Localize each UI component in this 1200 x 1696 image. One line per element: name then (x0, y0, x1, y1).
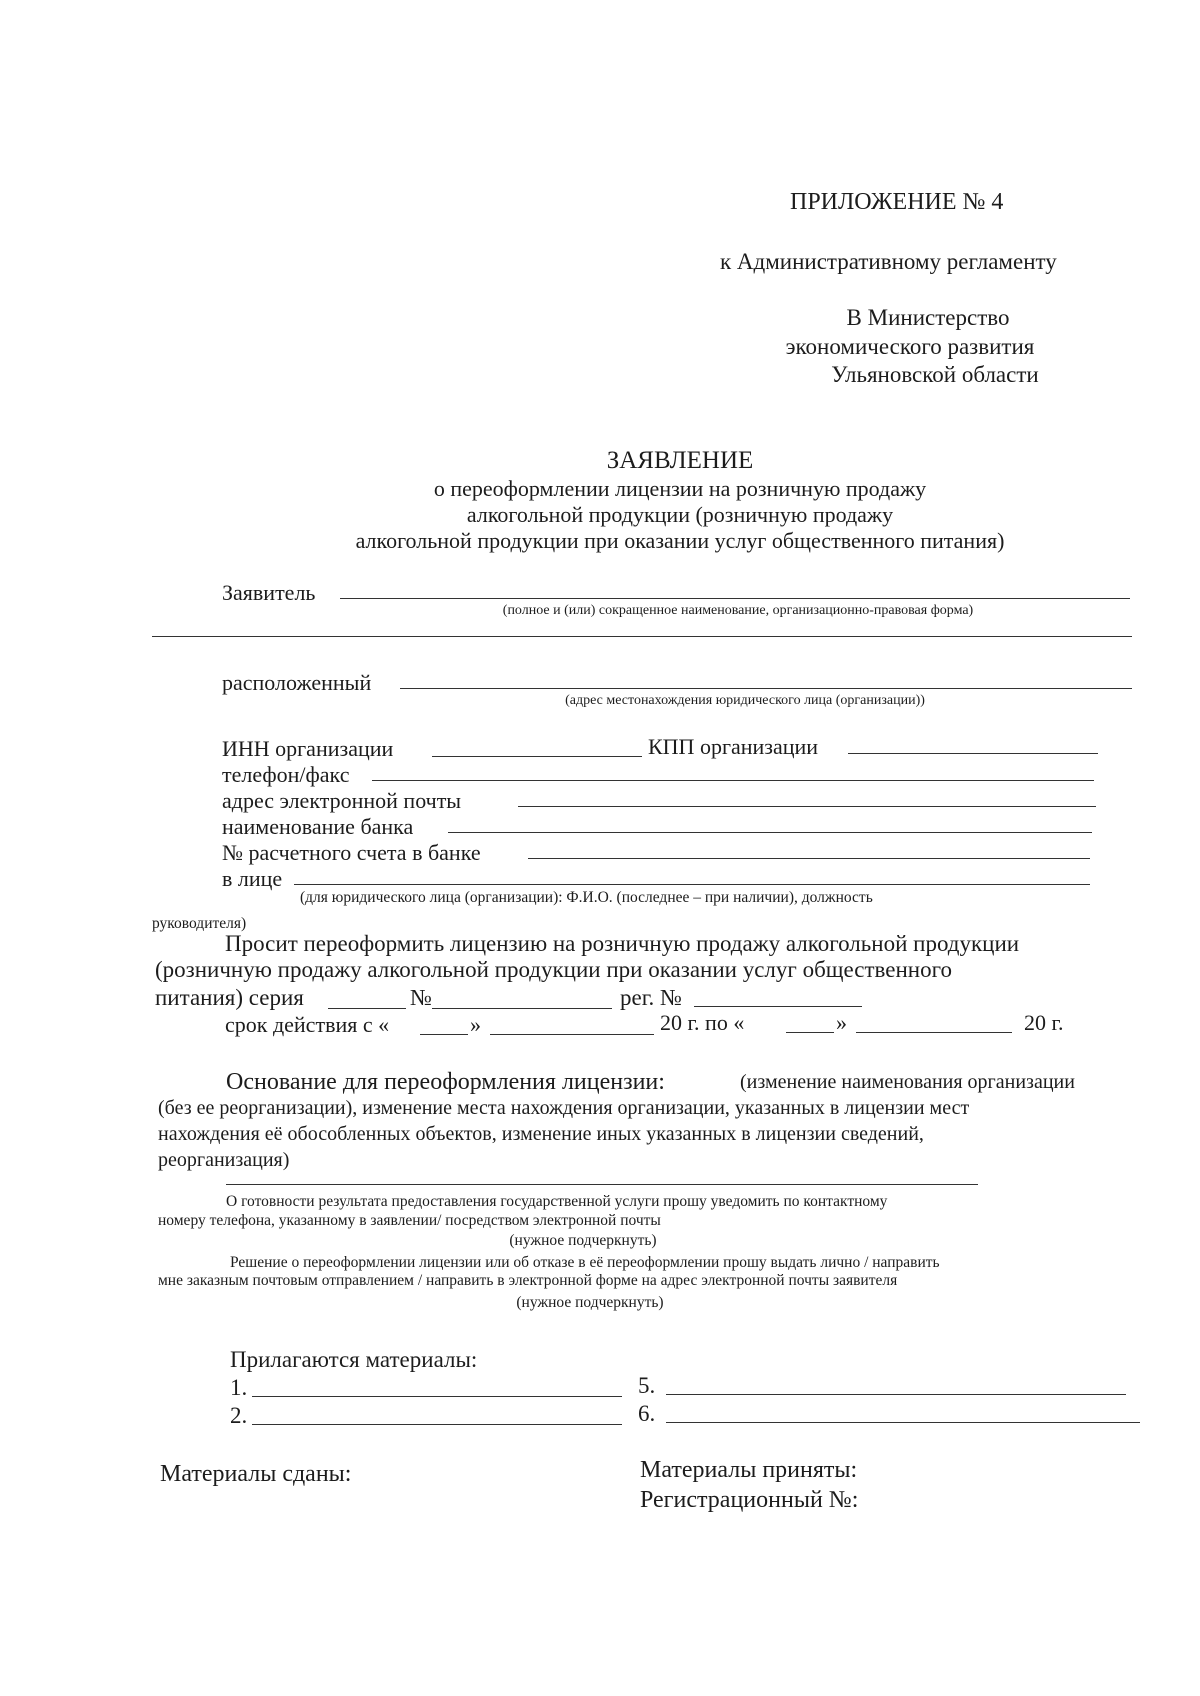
basis-line-4: реорганизация) (158, 1149, 290, 1171)
person-hint-continued: руководителя) (152, 915, 247, 932)
kpp-label: КПП организации (648, 734, 819, 759)
located-label: расположенный (222, 670, 372, 695)
term-to-day-field[interactable] (786, 1032, 834, 1033)
basis-line-1: (изменение наименования организации (740, 1071, 1075, 1093)
attachment-number-1: 1. (230, 1375, 248, 1400)
account-field[interactable] (528, 858, 1090, 859)
request-line-1: Просит переоформить лицензию на розничную продажу алкогольной продукции (225, 931, 1020, 956)
attachment-field-5[interactable] (666, 1394, 1126, 1395)
ready-notice-line-2: номеру телефона, указанному в заявлении/ посредством электронной почты (158, 1212, 661, 1229)
email-label: адрес электронной почты (222, 788, 462, 813)
attachment-field-1[interactable] (252, 1396, 622, 1397)
inn-label: ИНН организации (222, 736, 394, 761)
number-label: № (410, 985, 432, 1010)
request-line-3-series: питания) серия (155, 985, 304, 1010)
account-label: № расчетного счета в банке (222, 840, 481, 865)
attachment-number-6: 6. (638, 1401, 656, 1426)
term-from-quote: » (470, 1012, 481, 1037)
term-to-year-suffix: 20 г. (1024, 1010, 1064, 1035)
attachment-number-5: 5. (638, 1373, 656, 1398)
addressee-line-1: В Министерство (846, 305, 1010, 330)
document-title: ЗАЯВЛЕНИЕ (606, 447, 754, 474)
phone-label: телефон/факс (222, 762, 350, 787)
email-field[interactable] (518, 806, 1096, 807)
term-to-quote: » (836, 1010, 847, 1035)
inn-field[interactable] (432, 756, 642, 757)
located-hint: (адрес местонахождения юридического лица (организации)) (565, 693, 925, 708)
located-field[interactable] (400, 688, 1132, 689)
basis-line-3: нахождения её обособленных объектов, изменение иных указанных в лицензии сведений, (158, 1123, 924, 1145)
term-from-label: срок действия с « (225, 1012, 390, 1037)
decision-notice-line-1: Решение о переоформлении лицензии или об отказе в её переоформлении прошу выдать лично / направить (230, 1254, 940, 1271)
kpp-field[interactable] (848, 753, 1098, 754)
subtitle-line-3: алкогольной продукции при оказании услуг общественного питания) (355, 528, 1005, 553)
applicant-field-continued[interactable] (152, 636, 1132, 637)
series-field[interactable] (328, 1008, 406, 1009)
term-from-day-field[interactable] (420, 1034, 468, 1035)
person-field[interactable] (294, 884, 1090, 885)
addressee-line-2: экономического развития (785, 334, 1035, 359)
basis-label: Основание для переоформления лицензии: (226, 1069, 665, 1095)
person-hint: (для юридического лица (организации): Ф.И.О. (последнее – при наличии), должность (300, 889, 873, 906)
basis-line-2: (без ее реорганизации), изменение места нахождения организации, указанных в лицензии мест (158, 1097, 970, 1119)
applicant-hint: (полное и (или) сокращенное наименование, организационно-правовая форма) (502, 603, 974, 618)
decision-notice-line-2: мне заказным почтовым отправлением / направить в электронной форме на адрес электронной почты заявителя (158, 1272, 898, 1289)
materials-submitted-label: Материалы сданы: (160, 1461, 352, 1487)
term-from-month-field[interactable] (490, 1034, 654, 1035)
ready-notice-line-1: О готовности результата предоставления государственной услуги прошу уведомить по контактному (226, 1193, 888, 1210)
bank-field[interactable] (448, 832, 1092, 833)
person-label: в лице (222, 866, 283, 891)
applicant-label: Заявитель (222, 580, 316, 605)
number-field[interactable] (432, 1008, 612, 1009)
regulation-reference: к Административному регламенту (720, 249, 1057, 274)
appendix-number: ПРИЛОЖЕНИЕ № 4 (790, 189, 1004, 215)
bank-label: наименование банка (222, 814, 414, 839)
addressee-line-3: Ульяновской области (831, 362, 1039, 387)
registration-number-label: Регистрационный №: (640, 1487, 859, 1513)
materials-accepted-label: Материалы приняты: (640, 1457, 858, 1483)
decision-notice-hint: (нужное подчеркнуть) (516, 1294, 664, 1311)
request-line-2: (розничную продажу алкогольной продукции при оказании услуг общественного (155, 957, 952, 982)
attachment-field-6[interactable] (666, 1422, 1140, 1423)
attachment-field-2[interactable] (252, 1424, 622, 1425)
term-to-label: 20 г. по « (660, 1010, 745, 1035)
subtitle-line-2: алкогольной продукции (розничную продажу (466, 502, 894, 527)
applicant-field[interactable] (340, 598, 1130, 599)
phone-field[interactable] (372, 780, 1094, 781)
attachment-number-2: 2. (230, 1403, 248, 1428)
basis-field[interactable] (226, 1184, 978, 1185)
subtitle-line-1: о переоформлении лицензии на розничную продажу (433, 476, 927, 501)
term-to-month-field[interactable] (856, 1032, 1012, 1033)
ready-notice-hint: (нужное подчеркнуть) (509, 1232, 657, 1249)
attachments-label: Прилагаются материалы: (230, 1347, 478, 1372)
reg-number-label: рег. № (620, 985, 682, 1010)
reg-number-field[interactable] (694, 1006, 862, 1007)
